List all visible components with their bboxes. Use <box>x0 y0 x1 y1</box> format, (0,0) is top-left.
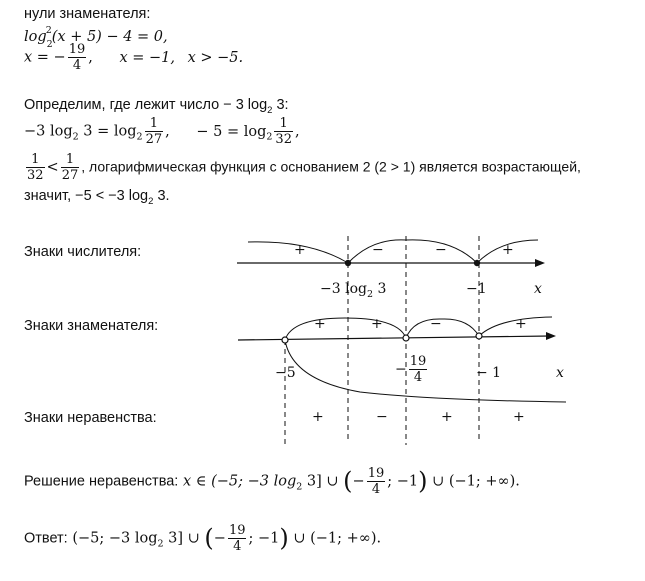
determine-line: Определим, где лежит число − 3 $\log_2 3$: <box>24 97 289 116</box>
therefore-line: значит, −5 < −3 $\log_2 3$. <box>24 188 170 207</box>
sign: + <box>312 409 324 425</box>
denominator-signs-label: Знаки знаменателя: <box>24 318 159 334</box>
tick-label-minus5: −5 <box>275 365 296 381</box>
axis-x-label: x <box>556 365 564 381</box>
tick-label-minus1: −1 <box>466 281 487 297</box>
sign: + <box>294 242 306 258</box>
inequality-line: $\frac{1}{32}$ < $\frac{1}{27}$ , логарифмическая функция с основанием 2 (2 > 1) является возрастающей, <box>27 152 581 183</box>
arc-a <box>285 318 406 340</box>
sign: + <box>502 242 514 258</box>
zeros-heading: нули знаменателя: <box>24 6 151 22</box>
sign: − <box>430 316 442 332</box>
roots-line: x = − $\frac{19}{4}$ , x = −1, x > −5. <box>24 42 244 73</box>
arc-b <box>406 319 479 338</box>
arrow-icon <box>546 332 556 340</box>
numerator-axis <box>237 240 545 267</box>
tick-label-minus1: − 1 <box>476 365 502 381</box>
sign: − <box>372 242 384 258</box>
numerator-signs-label: Знаки числителя: <box>24 244 142 260</box>
tick-label-minus19over4: − $\frac{19}{4}$ <box>395 354 427 385</box>
sign: − <box>435 242 447 258</box>
comparison-line: −3 $\log_2 3 = \log_2$ $\frac{1}{27}$ , − $5 = \log_2$ $\frac{1}{32}$ , <box>24 116 300 147</box>
inequality-signs-label: Знаки неравенства: <box>24 410 157 426</box>
solution-line: Решение неравенства: x ∈ (−5; −3 $\log_2 3$] ∪ (− $\frac{19}{4}$ ; −1) ∪ (−1; +∞). <box>24 466 520 497</box>
open-point-icon <box>403 335 409 341</box>
answer-line: Ответ: (−5; −3 $\log_2 3$] ∪ (− $\frac{19}{4}$ ; −1) ∪ (−1; +∞). <box>24 523 382 554</box>
axis-x-label: x <box>534 281 542 297</box>
open-point-icon <box>282 337 288 343</box>
filled-point-icon <box>345 260 351 266</box>
filled-point-icon <box>474 260 480 266</box>
sign: + <box>513 409 525 425</box>
open-point-icon <box>476 333 482 339</box>
sign: + <box>515 316 527 332</box>
sign: − <box>376 409 388 425</box>
sign: + <box>441 409 453 425</box>
sign: + <box>371 316 383 332</box>
arrow-icon <box>535 259 545 267</box>
log-equation: $\log_2^2(x + 5) - 4 = 0$, <box>24 25 168 50</box>
sign: + <box>314 316 326 332</box>
tick-label-minus3log: −3 $\log_2 3$ <box>320 281 387 300</box>
arc-2 <box>348 240 477 263</box>
